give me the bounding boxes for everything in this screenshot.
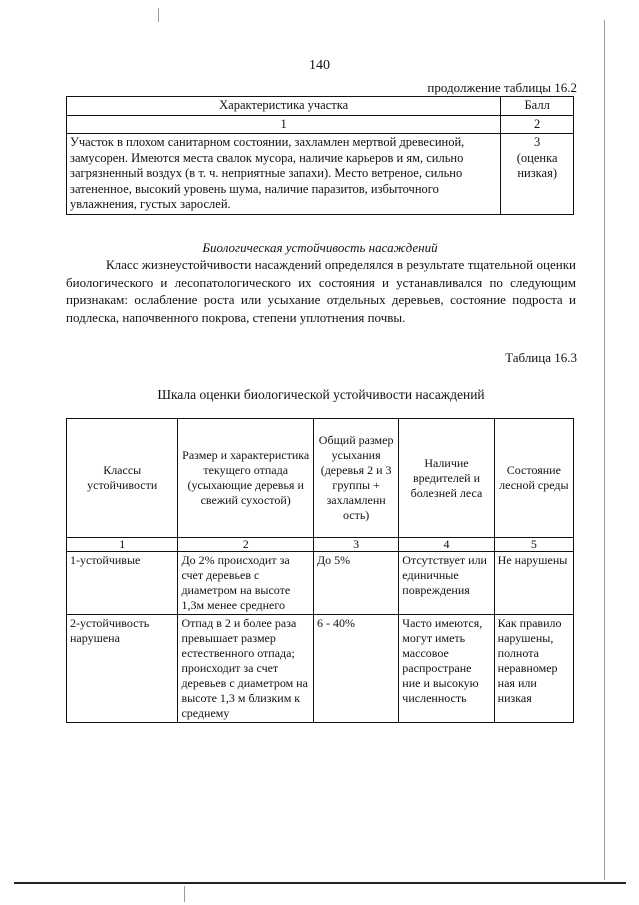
site-characteristics-table <box>66 96 574 215</box>
scan-edge-bottom <box>184 886 185 902</box>
current-dieback-cell: Отпад в 2 и более раза превышает размер естественного отпада; происходит за счет деревьев с диаметром на высоте 1,3 м близким к среднему <box>178 615 314 723</box>
header-pests-diseases: Наличие вредителей и болезней леса <box>399 419 494 538</box>
score-note-rating: низкая) <box>517 166 557 180</box>
table-header-row <box>67 419 574 538</box>
section-heading: Биологическая устойчивость насаждений <box>202 240 438 255</box>
header-stability-class: Классы устойчивости <box>67 419 178 538</box>
page-bottom-rule <box>14 882 626 884</box>
score-note: (оценка <box>516 150 558 165</box>
header-total-dieback: Общий размер усыхания (деревья 2 и 3 группы + захламленн ость) <box>313 419 398 538</box>
stability-scale-table <box>66 418 574 723</box>
pests-diseases-cell: Отсутствует или единичные повреждения <box>399 552 494 615</box>
page-number: 140 <box>309 58 330 73</box>
table-label: Таблица 16.3 <box>505 350 577 365</box>
stability-class-cell: 2-устойчивость нарушена <box>67 615 178 723</box>
column-number-2: 2 <box>178 538 314 552</box>
header-forest-condition: Состояние лесной среды <box>494 419 573 538</box>
table-header-row <box>67 97 574 116</box>
header-score: Балл <box>501 97 574 116</box>
forest-condition-cell: Как правило нарушены, полнота неравномер ная или низкая <box>494 615 573 723</box>
total-dieback-cell: До 5% <box>313 552 398 615</box>
pests-diseases-cell: Часто имеются, могут иметь массовое распростране ние и высокую численность <box>399 615 494 723</box>
table-title: Шкала оценки биологической устойчивости насаждений <box>157 387 485 402</box>
forest-condition-cell: Не нарушены <box>494 552 573 615</box>
score-value: 3 <box>534 135 541 149</box>
column-number-row <box>67 115 574 134</box>
table-row <box>67 615 574 723</box>
scan-edge-top <box>158 8 159 22</box>
table-row <box>67 552 574 615</box>
site-description: Участок в плохом санитарном состоянии, захламлен мертвой древесиной, замусорен. Имеются места свалок мусора, наличие карьеров и ям, сильно загрязненный воздух (в т. ч. неприятные запахи). Место ветреное, сильно затененное, высокий уровень шума, наличие паразитов, избыточного увлажнения, густых зарослей. <box>67 134 501 215</box>
header-current-dieback: Размер и характеристика текущего отпада (усыхающие деревья и свежий сухостой) <box>178 419 314 538</box>
current-dieback-cell: До 2% происходит за счет деревьев с диаметром на высоте 1,3м менее среднего <box>178 552 314 615</box>
column-number-row <box>67 538 574 552</box>
table-continuation-caption: продолжение таблицы 16.2 <box>427 80 577 95</box>
column-number-2: 2 <box>501 115 574 134</box>
site-score <box>501 134 574 215</box>
scan-edge-right <box>604 20 605 880</box>
table-row <box>67 134 574 215</box>
column-number-4: 4 <box>399 538 494 552</box>
column-number-3: 3 <box>313 538 398 552</box>
total-dieback-cell: 6 - 40% <box>313 615 398 723</box>
column-number-5: 5 <box>494 538 573 552</box>
header-site-characteristic: Характеристика участка <box>67 97 501 116</box>
column-number-1: 1 <box>67 115 501 134</box>
column-number-1: 1 <box>67 538 178 552</box>
body-paragraph: Класс жизнеустойчивости насаждений определялся в результате тщательной оценки биологического и лесопатологического их состояния и устанавливался по следующим признакам: ослабление роста или усыхание отдельных деревьев, состояние подроста и подлеска, напочвенного покрова, степени уплотнения почвы. <box>66 257 576 325</box>
stability-class-cell: 1-устойчивые <box>67 552 178 615</box>
